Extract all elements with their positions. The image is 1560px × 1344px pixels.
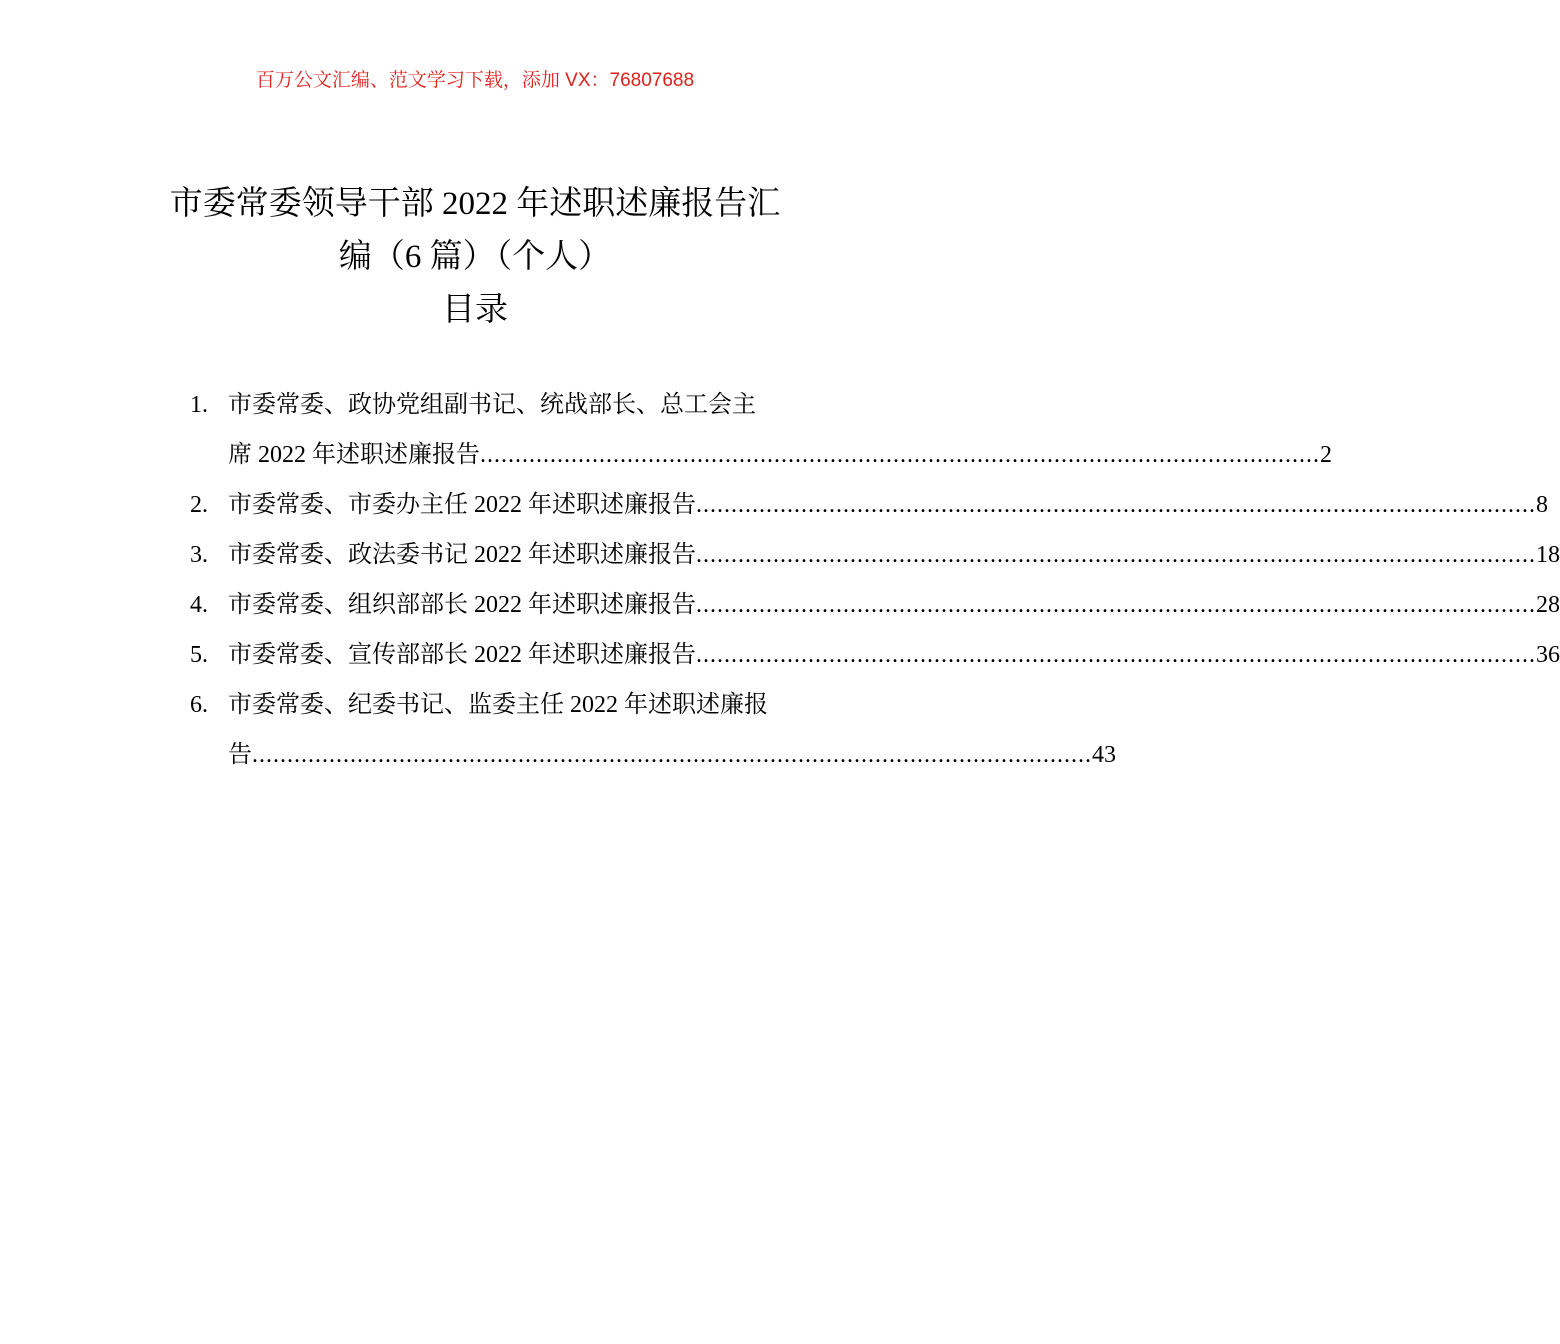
toc-item-page: 28 [1536,592,1560,618]
toc-item-number: 6. [190,692,208,718]
title-line-1: 市委常委领导干部 2022 年述职述廉报告汇 [169,186,781,222]
toc-item-page: 8 [1536,492,1548,518]
toc-item-number: 4. [190,592,208,618]
toc-item-number: 2. [190,492,208,518]
dot-leader: ........................................................................................................................ [252,742,1092,768]
dot-leader: ........................................................................................................................ [696,542,1536,568]
toc-item-title: 市委常委、纪委书记、监委主任 2022 年述职述廉报 [228,692,768,718]
table-of-contents [190,380,1560,780]
dot-leader: ........................................................................................................................ [480,442,1320,468]
toc-item-number: 3. [190,542,208,568]
toc-item-1[interactable] [190,380,1332,480]
toc-item-title: 市委常委、市委办主任 2022 年述职述廉报告 [228,492,696,518]
toc-item-5[interactable] [190,630,1560,680]
toc-item-4[interactable] [190,580,1560,630]
toc-item-page: 36 [1536,642,1560,668]
toc-item-number: 1. [190,392,208,418]
toc-item-title-continued: 告 [228,742,252,768]
toc-heading: 目录 [442,292,508,328]
header-note: 百万公文汇编、范文学习下载，添加 VX：76807688 [255,70,695,91]
toc-item-number: 5. [190,642,208,668]
dot-leader: ........................................................................................................................ [696,642,1536,668]
dot-leader: ........................................................................................................................ [696,492,1536,518]
toc-item-page: 43 [1092,742,1116,768]
title-line-2: 编（6 篇）（个人） [338,239,612,275]
toc-item-title: 市委常委、宣传部部长 2022 年述职述廉报告 [228,642,696,668]
toc-item-title: 市委常委、组织部部长 2022 年述职述廉报告 [228,592,696,618]
toc-item-title-continued: 席 2022 年述职述廉报告 [228,442,480,468]
toc-item-2[interactable] [190,480,1548,530]
dot-leader: ........................................................................................................................ [696,592,1536,618]
document-title [120,178,830,337]
toc-item-6[interactable] [190,680,1116,780]
toc-item-page: 2 [1320,442,1332,468]
toc-item-page: 18 [1536,542,1560,568]
toc-item-3[interactable] [190,530,1560,580]
toc-item-title: 市委常委、政协党组副书记、统战部长、总工会主 [228,392,756,418]
toc-item-title: 市委常委、政法委书记 2022 年述职述廉报告 [228,542,696,568]
